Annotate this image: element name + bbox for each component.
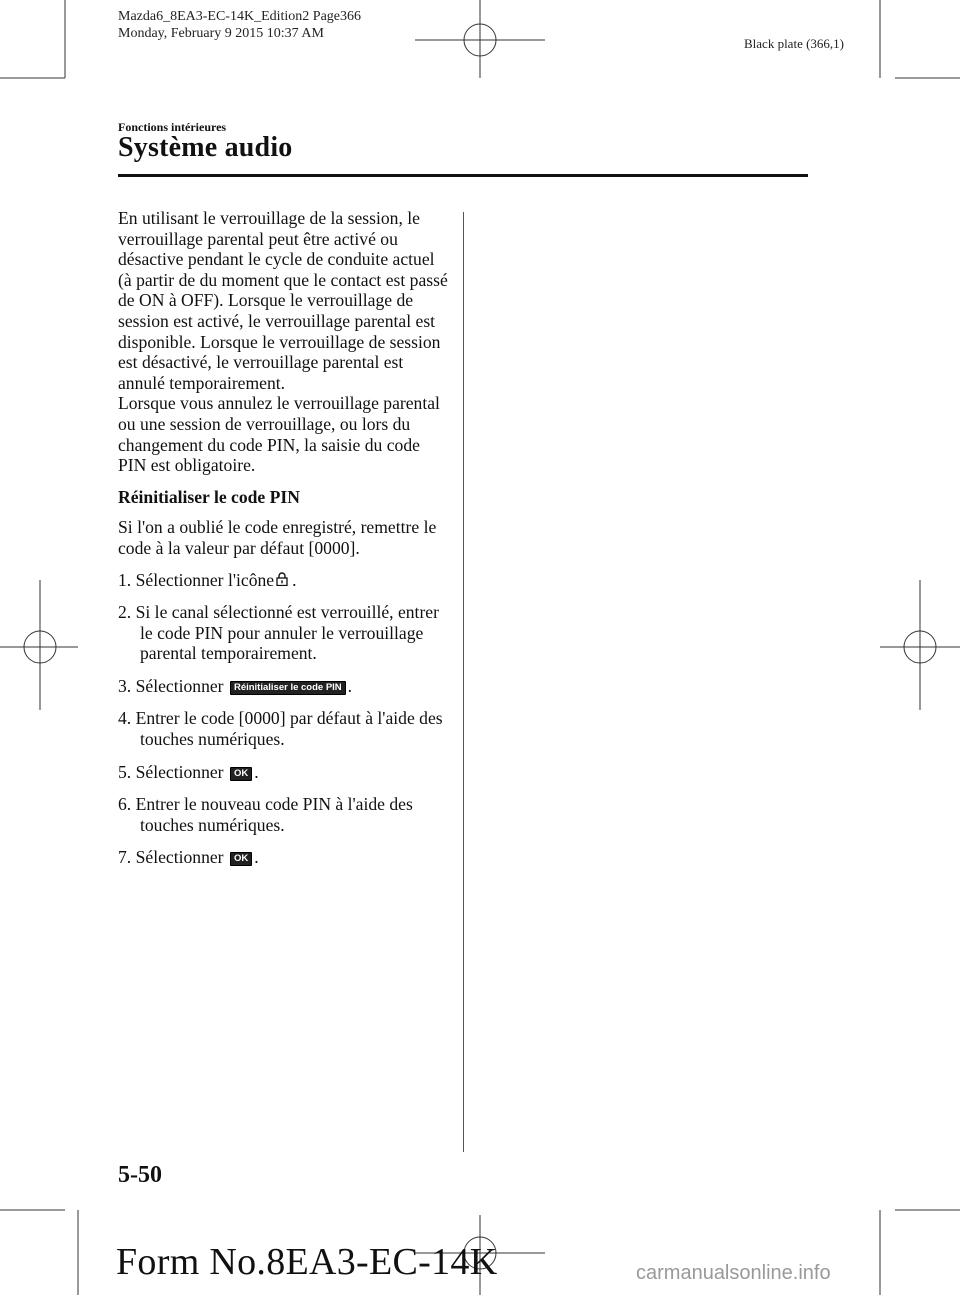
padlock-icon xyxy=(276,572,288,586)
title-divider xyxy=(118,174,808,177)
second-paragraph: Lorsque vous annulez le verrouillage parental ou une session de verrouillage, ou lors du changement du code PIN, la saisie du code PIN est obligatoire. xyxy=(118,393,440,476)
column-divider xyxy=(463,212,464,1152)
form-number: Form No.8EA3-EC-14K xyxy=(116,1241,498,1283)
print-filename: Mazda6_8EA3-EC-14K_Edition2 Page366 xyxy=(118,9,362,24)
plate-label: Black plate (366,1) xyxy=(744,36,844,51)
step-7: 7. Sélectionner OK . xyxy=(118,847,259,868)
step-4: 4. Entrer le code [0000] par défaut à l'aide des touches numériques. xyxy=(118,708,443,750)
page-number: 5-50 xyxy=(118,1162,162,1188)
print-timestamp: Monday, February 9 2015 10:37 AM xyxy=(118,26,324,41)
intro-paragraph: En utilisant le verrouillage de la session, le verrouillage parental peut être activé ou désactive pendant le cycle de conduite actuel (à partir de du moment que le contact est passé de ON à OFF). Lorsque le verrouillage de session est activé, le verrouillage parental est disponible. Lorsque le verrouillage de session est désactivé, le verrouillage parental est annulé temporairement. xyxy=(118,208,448,393)
ok-button-graphic: OK xyxy=(230,852,252,866)
watermark: carmanualsonline.info xyxy=(636,1262,831,1284)
step-5: 5. Sélectionner OK . xyxy=(118,761,259,782)
step-2: 2. Si le canal sélectionné est verrouillé, entrer le code PIN pour annuler le verrouillage parental temporairement. xyxy=(118,602,439,664)
ok-button-graphic: OK xyxy=(230,767,252,781)
step-3: 3. Sélectionner Réinitialiser le code PIN . xyxy=(118,675,353,696)
page-title: Système audio xyxy=(118,132,293,163)
reset-pin-heading: Réinitialiser le code PIN xyxy=(118,486,300,507)
step-6: 6. Entrer le nouveau code PIN à l'aide des touches numériques. xyxy=(118,794,413,835)
reset-pin-intro: Si l'on a oublié le code enregistré, remettre le code à la valeur par défaut [0000]. xyxy=(118,517,437,558)
main-content xyxy=(118,208,448,880)
print-metadata xyxy=(118,8,361,42)
reset-pin-steps xyxy=(118,570,448,869)
reset-pin-button-graphic: Réinitialiser le code PIN xyxy=(230,681,346,695)
section-label: Fonctions intérieures xyxy=(118,120,227,134)
step-1: 1. Sélectionner l'icône . xyxy=(118,569,297,590)
